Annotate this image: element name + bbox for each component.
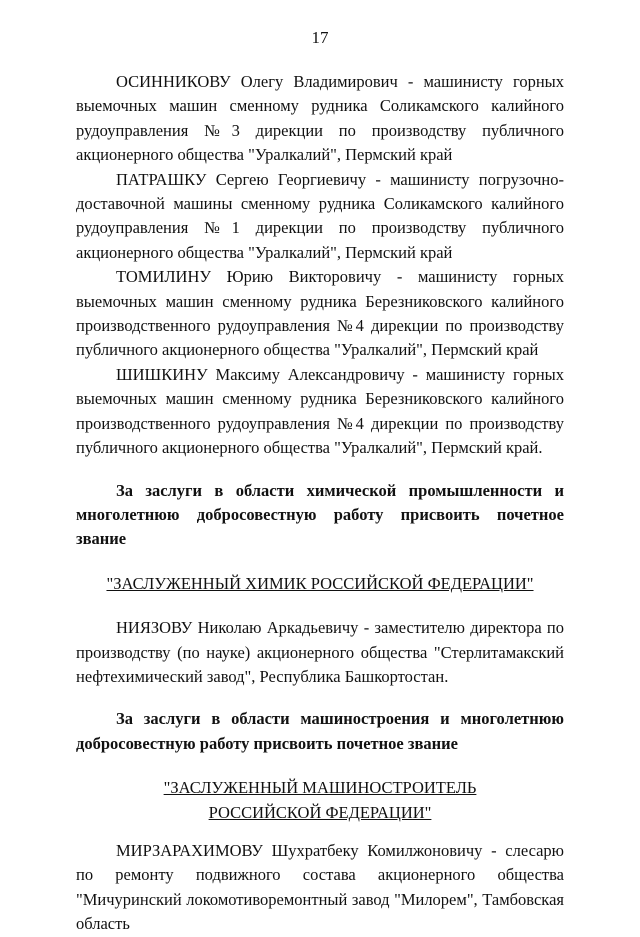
awardee-paragraph: ОСИННИКОВУ Олегу Владимирович - машинисту горных выемочных машин сменному рудника Соликамского калийного рудоуправления №3 дирекции по производству публичного акционерного общества "Уралкалий", Пермский край <box>76 72 564 165</box>
honorary-title-machinery-line2: РОССИЙСКОЙ ФЕДЕРАЦИИ" <box>208 802 432 822</box>
honorary-title-machinery <box>76 776 564 825</box>
honorary-title-machinery-line1: "ЗАСЛУЖЕННЫЙ МАШИНОСТРОИТЕЛЬ <box>163 778 477 798</box>
awardee-paragraph: ШИШКИНУ Максиму Александровичу - машинисту горных выемочных машин сменному рудника Березниковского калийного производственного рудоуправления №4 дирекции по производству публичного акционерного общества "Уралкалий", Пермский край. <box>76 364 564 458</box>
awardee-paragraph: ПАТРАШКУ Сергею Георгиевичу - машинисту погрузочно-доставочной машины сменному рудника Соликамского калийного рудоуправления №1 дирекции по производству публичного акционерного общества "Уралкалий", Пермский край <box>76 169 564 262</box>
page-number: 17 <box>311 28 329 47</box>
awardee-paragraph-chemist: НИЯЗОВУ Николаю Аркадьевичу - заместителю директора по производству (по науке) акционерного общества "Стерлитамакский нефтехимический завод", Республика Башкортостан. <box>76 618 564 686</box>
awardee-paragraph: ТОМИЛИНУ Юрию Викторовичу - машинисту горных выемочных машин сменному рудника Березниковского калийного производственного рудоуправления №4 дирекции по производству публичного акционерного общества "Уралкалий", Пермский край <box>76 267 564 360</box>
decree-machinery: За заслуги в области машиностроения и многолетнюю добросовестную работу присвоить почетное звание <box>76 709 564 753</box>
awardee-paragraph-machinery: МИРЗАРАХИМОВУ Шухратбеку Комилжоновичу - слесарю по ремонту подвижного состава акционерного общества "Мичуринский локомотиворемонтный завод "Милорем", Тамбовская область <box>76 840 564 934</box>
honorary-title-chemist: "ЗАСЛУЖЕННЫЙ ХИМИК РОССИЙСКОЙ ФЕДЕРАЦИИ" <box>106 573 534 593</box>
decree-chemistry: За заслуги в области химической промышленности и многолетнюю добросовестную работу присвоить почетное звание <box>76 480 564 549</box>
document-body <box>76 70 564 937</box>
